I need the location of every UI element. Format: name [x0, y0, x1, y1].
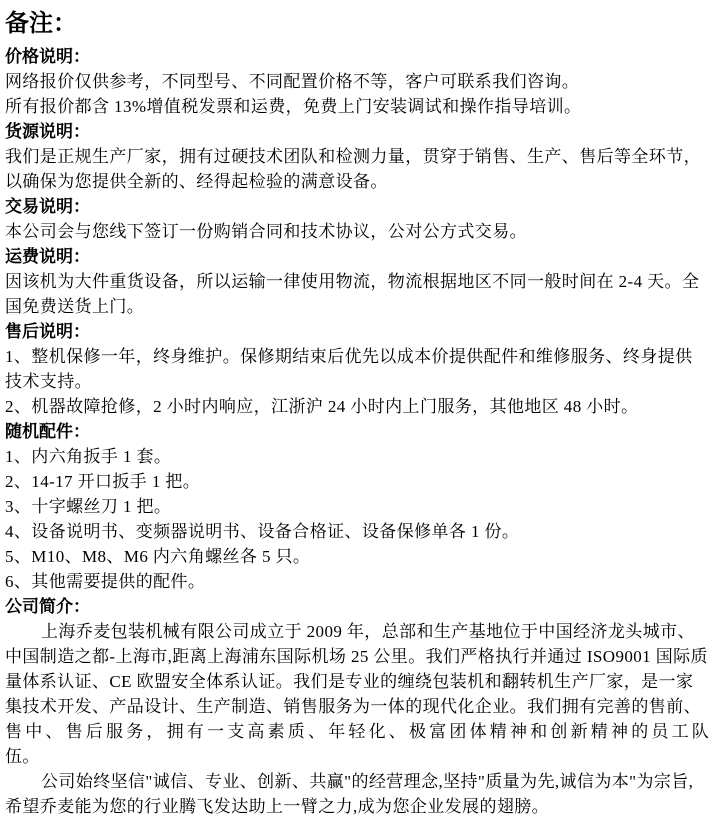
- text-line: 伍。: [5, 747, 40, 766]
- section-heading-shipping: 运费说明：: [5, 247, 90, 266]
- text-line: 上海乔麦包装机械有限公司成立于 2009 年，总部和生产基地位于中国经济龙头城市、: [41, 622, 695, 641]
- list-item: 5、M10、M8、M6 内六角螺丝各 5 只。: [5, 547, 311, 566]
- text-line: 我们是正规生产厂家，拥有过硬技术团队和检测力量，贯穿于销售、生产、售后等全环节，: [5, 147, 701, 166]
- list-item: 1、内六角扳手 1 套。: [5, 447, 172, 466]
- list-item: 4、设备说明书、变频器说明书、设备合格证、设备保修单各 1 份。: [5, 522, 520, 541]
- text-line: 本公司会与您线下签订一份购销合同和技术协议，公对公方式交易。: [5, 222, 527, 241]
- text-line: 以确保为您提供全新的、经得起检验的满意设备。: [5, 172, 388, 191]
- text-line: 因该机为大件重货设备，所以运输一律使用物流，物流根据地区不同一般时间在 2-4 天。全: [5, 272, 700, 291]
- text-line: 网络报价仅供参考，不同型号、不同配置价格不等，客户可联系我们咨询。: [5, 72, 580, 91]
- section-heading-aftersales: 售后说明：: [5, 322, 90, 341]
- list-item: 6、其他需要提供的配件。: [5, 572, 206, 591]
- list-item: 2、14-17 开口扳手 1 把。: [5, 472, 201, 491]
- text-line: 所有报价都含 13%增值税发票和运费，免费上门安装调试和操作指导培训。: [5, 97, 582, 116]
- section-heading-company-intro: 公司简介：: [5, 597, 90, 616]
- text-line: 技术支持。: [5, 372, 92, 391]
- text-line: 集技术开发、产品设计、生产制造、销售服务为一体的现代化企业。我们拥有完善的售前、: [5, 697, 701, 716]
- list-item: 3、十字螺丝刀 1 把。: [5, 497, 172, 516]
- text-line: 国免费送货上门。: [5, 297, 145, 316]
- text-line: 2、机器故障抢修，2 小时内响应，江浙沪 24 小时内上门服务，其他地区 48 小时。: [5, 397, 639, 416]
- page-title: 备注：: [5, 11, 77, 37]
- section-heading-accessories: 随机配件：: [5, 422, 90, 441]
- text-line: 售中、售后服务，拥有一支高素质、年轻化、极富团体精神和创新精神的员工队: [5, 722, 712, 741]
- text-line: 中国制造之都-上海市,距离上海浦东国际机场 25 公里。我们严格执行并通过 ISO9001 国际质: [5, 647, 708, 666]
- text-line: 量体系认证、CE 欧盟安全体系认证。我们是专业的缠绕包装机和翻转机生产厂家，是一家: [5, 672, 694, 691]
- section-heading-price: 价格说明：: [5, 47, 90, 66]
- text-line: 公司始终坚信"诚信、专业、创新、共赢"的经营理念,坚持"质量为先,诚信为本"为宗旨,: [41, 772, 694, 791]
- section-heading-supply: 货源说明：: [5, 122, 90, 141]
- section-heading-transaction: 交易说明：: [5, 197, 90, 216]
- text-line: 1、整机保修一年，终身维护。保修期结束后优先以成本价提供配件和维修服务、终身提供: [5, 347, 693, 366]
- text-line: 希望乔麦能为您的行业腾飞发达助上一臂之力,成为您企业发展的翅膀。: [5, 797, 550, 816]
